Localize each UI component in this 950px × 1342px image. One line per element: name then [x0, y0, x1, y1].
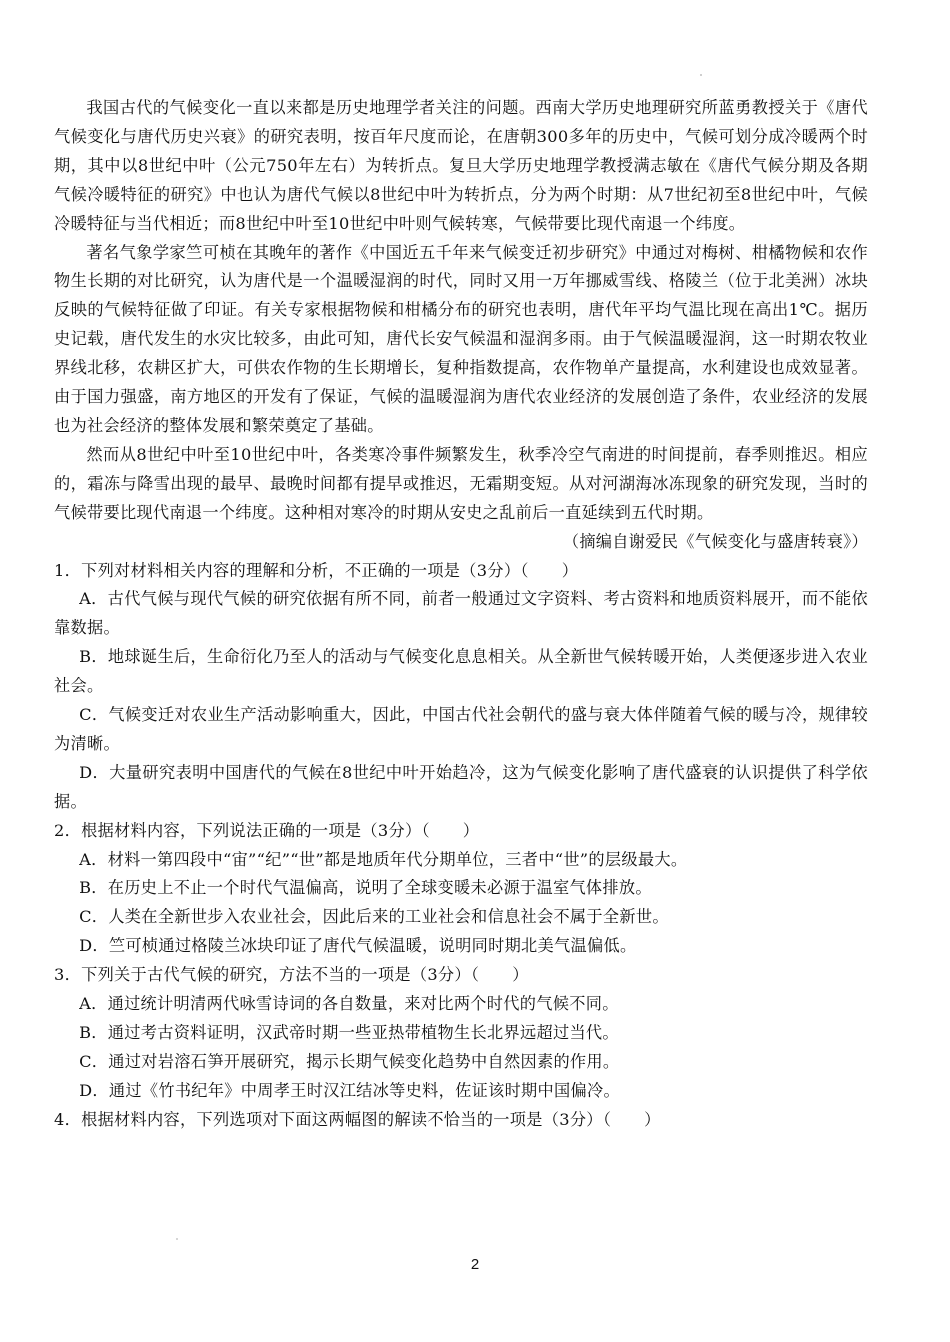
passage-paragraph-3: 然而从8世纪中叶至10世纪中叶，各类寒冷事件频繁发生，秋季冷空气南进的时间提前，春季则推迟。相应的，霜冻与降雪出现的最早、最晚时间都有提早或推迟，无霜期变短。从对河湖海冰冻现象的研究发现，当时的气候带要比现代南退一个纬度。这种相对寒冷的时期从安史之乱前后一直延续到五代时期。	[54, 444, 868, 522]
page-number: 2	[470, 1256, 480, 1273]
passage-paragraph-1: 我国古代的气候变化一直以来都是历史地理学者关注的问题。西南大学历史地理研究所蓝勇教授关于《唐代气候变化与唐代历史兴衰》的研究表明，按百年尺度而论，在唐朝300多年的历史中，气候可划分成冷暖两个时期，其中以8世纪中叶（公元750年左右）为转折点。复旦大学历史地理学教授满志敏在《唐代气候分期及各期气候冷暖特征的研究》中也认为唐代气候以8世纪中叶为转折点，分为两个时期：从7世纪初至8世纪中叶，气候冷暖特征与当代相近；而8世纪中叶至10世纪中叶则气候转寒，气候带要比现代南退一个纬度。	[54, 98, 868, 233]
passage-source: （摘编自谢爱民《气候变化与盛唐转衰》）	[562, 531, 868, 551]
question-3-option-d: D．通过《竹书纪年》中周孝王时汉江结冰等史料，佐证该时期中国偏冷。	[79, 1080, 620, 1100]
question-2-option-c: C．人类在全新世步入农业社会，因此后来的工业社会和信息社会不属于全新世。	[79, 907, 669, 927]
question-1-option-b: B．地球诞生后，生命衍化乃至人的活动与气候变化息息相关。从全新世气候转暖开始，人类便逐步进入农业社会。	[54, 647, 868, 696]
question-4-stem: 4．根据材料内容，下列选项对下面这两幅图的解读不恰当的一项是（3分）（ ）	[54, 1109, 661, 1129]
document-page	[54, 94, 868, 1135]
question-2-option-a: A．材料一第四段中“宙”“纪”“世”都是地质年代分期单位，三者中“世”的层级最大。	[79, 849, 688, 869]
question-3-option-b: B．通过考古资料证明，汉武帝时期一些亚热带植物生长北界远超过当代。	[79, 1023, 619, 1042]
question-3-option-a: A．通过统计明清两代咏雪诗词的各自数量，来对比两个时代的气候不同。	[79, 994, 619, 1014]
question-3-stem: 3．下列关于古代气候的研究，方法不当的一项是（3分）（ ）	[54, 965, 529, 985]
question-2-stem: 2．根据材料内容，下列说法正确的一项是（3分）（ ）	[54, 820, 480, 840]
scan-speck	[176, 1238, 178, 1240]
scan-speck	[700, 74, 702, 76]
question-2-option-d: D．竺可桢通过格陵兰冰块印证了唐代气候温暖，说明同时期北美气温偏低。	[79, 936, 637, 956]
question-3-option-c: C．通过对岩溶石笋开展研究，揭示长期气候变化趋势中自然因素的作用。	[79, 1051, 620, 1071]
passage-paragraph-2: 著名气象学家竺可桢在其晚年的著作《中国近五千年来气候变迁初步研究》中通过对梅树、柑橘物候和农作物生长期的对比研究，认为唐代是一个温暖湿润的时代，同时又用一万年挪威雪线、格陵兰（位于北美洲）冰块反映的气候特征做了印证。有关专家根据物候和柑橘分布的研究也表明，唐代年平均气温比现在高出1℃。据历史记载，唐代发生的水灾比较多，由此可知，唐代长安气候温和湿润多雨。由于气候温暖湿润，这一时期农牧业界线北移，农耕区扩大，可供农作物的生长期增长，复种指数提高，农作物单产量提高，水利建设也成效显著。由于国力强盛，南方地区的开发有了保证，气候的温暖湿润为唐代农业经济的发展创造了条件，农业经济的发展也为社会经济的整体发展和繁荣奠定了基础。	[54, 242, 868, 435]
question-2-option-b: B．在历史上不止一个时代气温偏高，说明了全球变暖未必源于温室气体排放。	[79, 878, 652, 898]
question-1-option-c: C．气候变迁对农业生产活动影响重大，因此，中国古代社会朝代的盛与衰大体伴随着气候的暖与冷，规律较为清晰。	[54, 705, 868, 753]
question-1-stem: 1．下列对材料相关内容的理解和分析，不正确的一项是（3分）（ ）	[54, 560, 579, 580]
question-1-option-a: A．古代气候与现代气候的研究依据有所不同，前者一般通过文字资料、考古资料和地质资料展开，而不能依靠数据。	[54, 589, 868, 638]
question-1-option-d: D．大量研究表明中国唐代的气候在8世纪中叶开始趋冷，这为气候变化影响了唐代盛衰的认识提供了科学依据。	[54, 762, 868, 811]
